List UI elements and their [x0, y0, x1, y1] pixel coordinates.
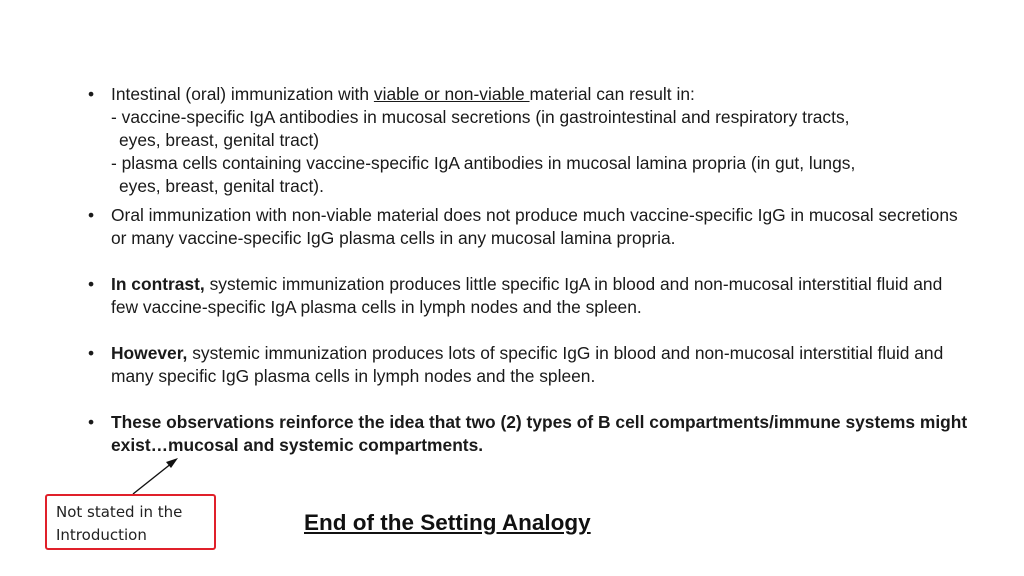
- bullet1-text-post: material can result in:: [529, 84, 695, 104]
- sub-item-line: eyes, breast, genital tract): [119, 130, 320, 150]
- bullet-list: [88, 83, 968, 457]
- bullet4-lead: However,: [111, 343, 188, 363]
- bullet-however: [88, 342, 968, 388]
- bullet3-text: systemic immunization produces little specific IgA in blood and non-mucosal interstitial fluid and few vaccine-specific IgA plasma cells in lymph nodes and the spleen.: [111, 274, 943, 317]
- end-title: End of the Setting Analogy: [304, 510, 591, 535]
- bullet1-text-pre: Intestinal (oral) immunization with: [111, 84, 374, 104]
- bullet4-text: systemic immunization produces lots of specific IgG in blood and non-mucosal interstitial fluid and many specific IgG plasma cells in lymph nodes and the spleen.: [111, 343, 944, 386]
- bullet1-underlined-text: viable or non-viable: [373, 84, 530, 104]
- bullet-marker: •: [88, 274, 95, 294]
- bullet5-text: These observations reinforce the idea that two (2) types of B cell compartments/immune systems might exist…mucosal and systemic compartments.: [111, 412, 968, 455]
- bullet-marker: •: [88, 412, 95, 432]
- sub-item-line: - vaccine-specific IgA antibodies in mucosal secretions (in gastrointestinal and respiratory tracts,: [111, 107, 850, 127]
- bullet-conclusion: [88, 411, 968, 457]
- bullet-marker: •: [88, 343, 95, 363]
- sub-item-plasma-cells: [111, 152, 968, 198]
- bullet-marker: •: [88, 84, 95, 104]
- note-box: [45, 494, 216, 550]
- bullet2-text: Oral immunization with non-viable material does not produce much vaccine-specific IgG in mucosal secretions or many vaccine-specific IgG plasma cells in any mucosal lamina propria.: [111, 205, 958, 248]
- sub-item-line: eyes, breast, genital tract).: [119, 176, 324, 196]
- sub-item-iga-antibodies: [111, 106, 968, 152]
- bullet3-lead: In contrast,: [111, 274, 205, 294]
- bullet-marker: •: [88, 205, 95, 225]
- bullet-non-viable: [88, 204, 968, 250]
- sub-item-line: - plasma cells containing vaccine-specific IgA antibodies in mucosal lamina propria (in gut, lungs,: [111, 153, 856, 173]
- note-text: Not stated in the Introduction: [56, 503, 183, 544]
- bullet-oral-immunization: [88, 83, 968, 198]
- bullet-in-contrast: [88, 273, 968, 319]
